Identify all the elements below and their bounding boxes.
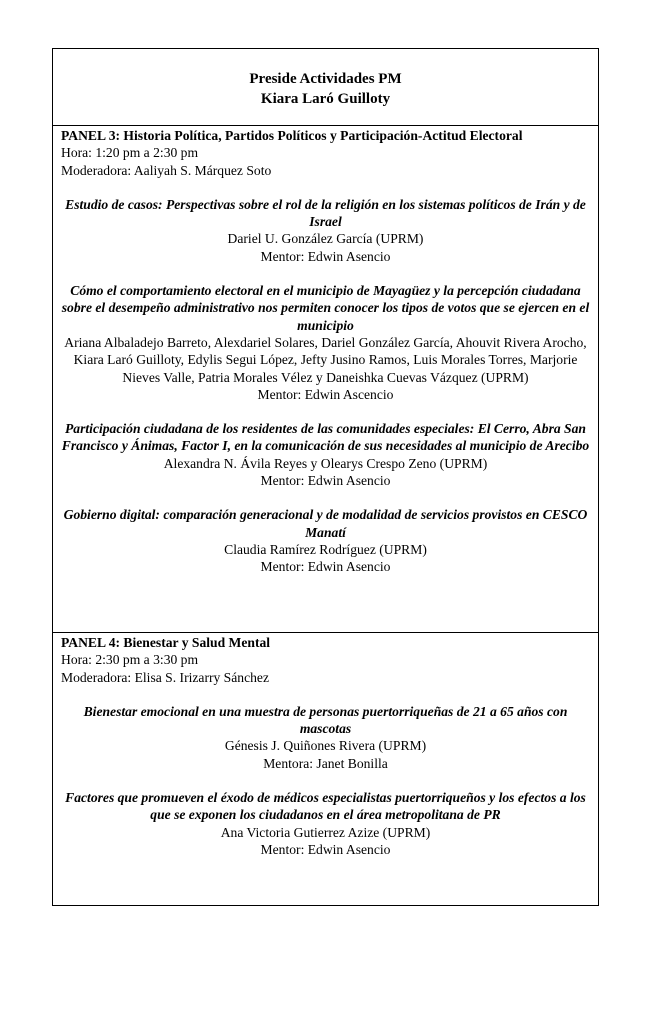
talk-authors: Alexandra N. Ávila Reyes y Olearys Crespo Zeno (UPRM) — [163, 455, 488, 471]
panel-3-section — [53, 126, 598, 633]
talk-title: Factores que promueven el éxodo de médicos especialistas puertorriqueños y los efectos a los que se exponen los ciudadanos en el área metropolitana de PR — [65, 790, 586, 823]
talk-title: Bienestar emocional en una muestra de personas puertorriqueñas de 21 a 65 años con mascotas — [83, 703, 568, 737]
talk-authors: Génesis J. Quiñones Rivera (UPRM) — [224, 738, 427, 754]
program-table — [52, 48, 599, 906]
talk-authors: Ariana Albaladejo Barreto, Alexdariel Solares, Dariel González García, Ahouvit Rivera Arocho, Kiara Laró Guilloty, Edylis Segui López, Jefty Jusino Ramos, Luis Morales Torres, Marjorie Nieves Valle, Patria Morales Vélez y Daneishka Cuevas Vázquez (UPRM) — [64, 334, 587, 385]
talk-mentor: Mentor: Edwin Asencio — [260, 473, 391, 489]
panel-4-section — [53, 633, 598, 858]
talk-mentor: Mentor: Edwin Ascencio — [257, 386, 394, 402]
presider-role: Preside Actividades PM — [249, 71, 402, 87]
talk-authors: Dariel U. González García (UPRM) — [227, 231, 424, 247]
panel-moderator: Moderadora: Elisa S. Irizarry Sánchez — [61, 669, 269, 685]
talk-authors: Ana Victoria Gutierrez Azize (UPRM) — [220, 824, 431, 840]
panel-time: Hora: 1:20 pm a 2:30 pm — [61, 145, 199, 161]
talk-mentor: Mentor: Edwin Asencio — [260, 841, 391, 857]
talk-title: Estudio de casos: Perspectivas sobre el rol de la religión en los sistemas políticos de Irán y de Israel — [65, 196, 586, 230]
panel-moderator: Moderadora: Aaliyah S. Márquez Soto — [61, 162, 272, 178]
panel-title: PANEL 3: Historia Política, Partidos Políticos y Participación-Actitud Electoral — [61, 128, 523, 143]
talk-mentor: Mentor: Edwin Asencio — [260, 559, 391, 575]
panel-time: Hora: 2:30 pm a 3:30 pm — [61, 652, 199, 668]
panel-title: PANEL 4: Bienestar y Salud Mental — [61, 635, 271, 650]
presider-name: Kiara Laró Guilloty — [260, 91, 391, 107]
talk-title: Participación ciudadana de los residentes de las comunidades especiales: El Cerro, Abra San Francisco y Ánimas, Factor I, en la comunicación de sus necesidades al municipio de Arecibo — [61, 421, 590, 454]
talk-authors: Claudia Ramírez Rodríguez (UPRM) — [224, 541, 427, 557]
talk-mentor: Mentora: Janet Bonilla — [263, 755, 388, 771]
presider-header — [53, 49, 598, 126]
talk-title: Gobierno digital: comparación generacional y de modalidad de servicios provistos en CESCO Manatí — [63, 507, 588, 540]
talk-mentor: Mentor: Edwin Asencio — [260, 248, 391, 264]
talk-title: Cómo el comportamiento electoral en el municipio de Mayagüez y la percepción ciudadana sobre el desempeño administrativo nos permiten conocer los tipos de votos que se ejercen en el municipio — [61, 283, 590, 333]
